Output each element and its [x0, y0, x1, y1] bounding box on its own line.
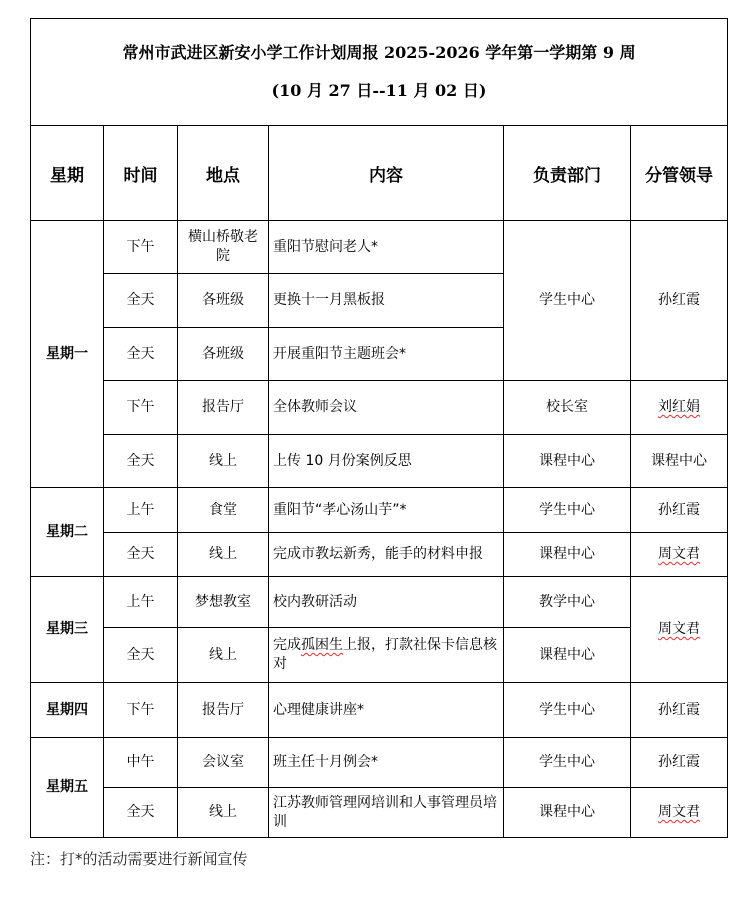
dept-cell: 课程中心: [504, 533, 631, 577]
content-cell: 江苏教师管理网培训和人事管理员培训: [269, 788, 504, 838]
table-row: [31, 435, 728, 488]
leader-cell: 课程中心: [631, 435, 728, 488]
header-row: [31, 126, 728, 221]
dept-cell: 学生中心: [504, 221, 631, 381]
time-cell: 全天: [104, 328, 178, 381]
place-cell: 报告厅: [178, 683, 269, 738]
title-line-1: 常州市武进区新安小学工作计划周报 2025-2026 学年第一学期第 9 周: [122, 43, 636, 62]
title-line-2: (10 月 27 日--11 月 02 日): [271, 81, 487, 100]
place-cell: 线上: [178, 788, 269, 838]
dept-cell: 课程中心: [504, 788, 631, 838]
content-cell: 上传 10 月份案例反思: [269, 435, 504, 488]
content-cell: 全体教师会议: [269, 381, 504, 435]
table-row: [31, 683, 728, 738]
dept-cell: 学生中心: [504, 683, 631, 738]
content-cell: [269, 628, 504, 683]
content-cell: 心理健康讲座*: [269, 683, 504, 738]
place-cell: 食堂: [178, 488, 269, 533]
content-cell: 完成市教坛新秀，能手的材料申报: [269, 533, 504, 577]
spellcheck-word: 孤困生: [301, 637, 343, 653]
dept-cell: 教学中心: [504, 577, 631, 628]
header-day: 星期: [31, 126, 104, 221]
table-row: [31, 533, 728, 577]
day-cell: 星期四: [31, 683, 104, 738]
content-text: 上报，打款社保卡信息核对: [273, 637, 497, 672]
footnote: 注：打*的活动需要进行新闻宣传: [30, 850, 248, 868]
place-cell: 各班级: [178, 328, 269, 381]
time-cell: 全天: [104, 435, 178, 488]
place-cell: 线上: [178, 628, 269, 683]
document-title: [31, 19, 728, 126]
content-text: 完成: [273, 637, 301, 653]
place-cell: 横山桥敬老院: [178, 221, 269, 274]
leader-cell: [631, 381, 728, 435]
leader-cell: 孙红霞: [631, 221, 728, 381]
time-cell: 全天: [104, 274, 178, 328]
content-cell: 班主任十月例会*: [269, 738, 504, 788]
time-cell: 全天: [104, 628, 178, 683]
dept-cell: 学生中心: [504, 738, 631, 788]
time-cell: 上午: [104, 488, 178, 533]
table-row: [31, 788, 728, 838]
place-cell: 各班级: [178, 274, 269, 328]
dept-cell: 课程中心: [504, 435, 631, 488]
header-place: 地点: [178, 126, 269, 221]
content-cell: 开展重阳节主题班会*: [269, 328, 504, 381]
time-cell: 全天: [104, 533, 178, 577]
place-cell: 会议室: [178, 738, 269, 788]
content-cell: 重阳节慰问老人*: [269, 221, 504, 274]
place-cell: 报告厅: [178, 381, 269, 435]
weekly-plan-table: [30, 18, 728, 838]
header-time: 时间: [104, 126, 178, 221]
leader-cell: 孙红霞: [631, 488, 728, 533]
header-dept: 负责部门: [504, 126, 631, 221]
leader-name: 周文君: [658, 546, 701, 562]
table-row: [31, 221, 728, 274]
place-cell: 线上: [178, 533, 269, 577]
leader-name: 刘红娟: [658, 399, 701, 415]
day-cell: 星期三: [31, 577, 104, 683]
leader-cell: 孙红霞: [631, 738, 728, 788]
time-cell: 中午: [104, 738, 178, 788]
dept-cell: 课程中心: [504, 628, 631, 683]
dept-cell: 学生中心: [504, 488, 631, 533]
time-cell: 下午: [104, 221, 178, 274]
day-cell: 星期一: [31, 221, 104, 488]
time-cell: 全天: [104, 788, 178, 838]
content-cell: 更换十一月黑板报: [269, 274, 504, 328]
time-cell: 下午: [104, 683, 178, 738]
place-cell: 梦想教室: [178, 577, 269, 628]
time-cell: 下午: [104, 381, 178, 435]
content-cell: 校内教研活动: [269, 577, 504, 628]
header-content: 内容: [269, 126, 504, 221]
content-cell: 重阳节“孝心汤山芋”*: [269, 488, 504, 533]
leader-cell: [631, 533, 728, 577]
leader-cell: 孙红霞: [631, 683, 728, 738]
time-cell: 上午: [104, 577, 178, 628]
day-cell: 星期二: [31, 488, 104, 577]
header-leader: 分管领导: [631, 126, 728, 221]
table-row: [31, 488, 728, 533]
table-row: [31, 577, 728, 628]
table-row: [31, 628, 728, 683]
leader-name: 周文君: [658, 621, 701, 637]
table-row: [31, 381, 728, 435]
place-cell: 线上: [178, 435, 269, 488]
leader-name: 周文君: [658, 804, 701, 820]
table-row: [31, 738, 728, 788]
leader-cell: [631, 577, 728, 683]
leader-cell: [631, 788, 728, 838]
dept-cell: 校长室: [504, 381, 631, 435]
day-cell: 星期五: [31, 738, 104, 838]
